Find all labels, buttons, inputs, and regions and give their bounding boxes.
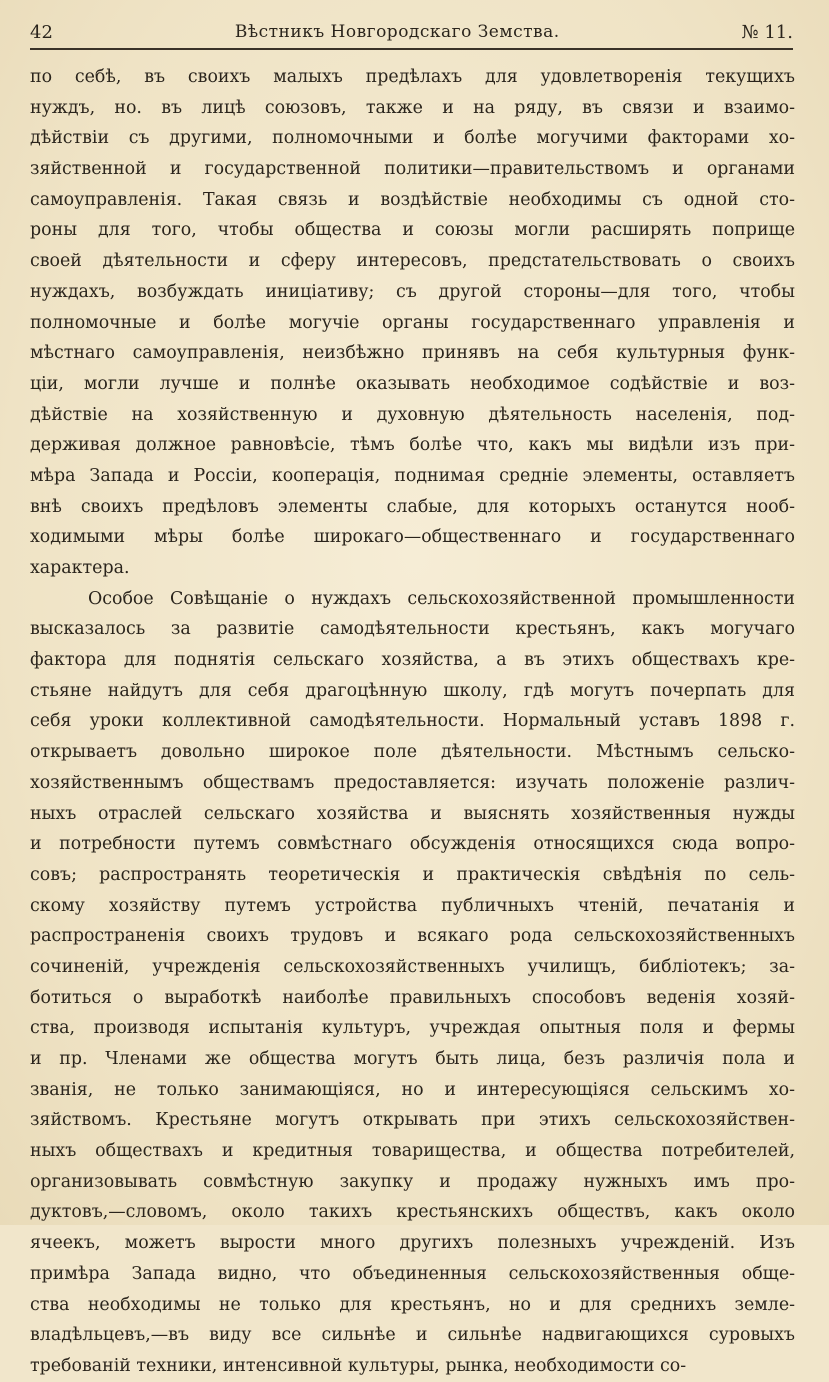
body-text bbox=[30, 62, 795, 1382]
text-line: нуждъ, но. въ лицѣ союзовъ, также и на ряду, въ связи и взаимо- bbox=[30, 97, 795, 118]
text-line: ства, производя испытанія культуръ, учреждая опытныя поля и фермы bbox=[30, 1018, 795, 1039]
text-line: распространенія своихъ трудовъ и всякаго рода сельскохозяйственныхъ bbox=[30, 926, 795, 947]
text-line: ныхъ отраслей сельскаго хозяйства и выяснять хозяйственныя нужды bbox=[30, 803, 795, 824]
journal-title: Вѣстникъ Новгородскаго Земства. bbox=[234, 22, 560, 42]
paragraph bbox=[30, 62, 795, 584]
text-line: дѣйствіи съ другими, полномочными и болѣе могучими факторами хо- bbox=[30, 128, 795, 149]
text-line: требованій техники, интенсивной культуры, рынка, необходимости со- bbox=[30, 1355, 687, 1376]
text-line: скому хозяйству путемъ устройства публичныхъ чтеній, печатанія и bbox=[30, 895, 795, 916]
text-line: Особое Совѣщаніе о нуждахъ сельскохозяйственной промышленности bbox=[88, 588, 795, 609]
text-line: роны для того, чтобы общества и союзы могли расширять поприще bbox=[30, 220, 795, 241]
text-line: держивая должное равновѣсіе, тѣмъ болѣе что, какъ мы видѣли изъ при- bbox=[30, 435, 795, 456]
text-line: дѣйствіе на хозяйственную и духовную дѣятельность населенія, под- bbox=[30, 404, 795, 425]
text-line: организовывать совмѣстную закупку и продажу нужныхъ имъ про- bbox=[30, 1171, 795, 1192]
text-line: ячеекъ, можетъ выр​ости много другихъ полезныхъ учрежденій. Изъ bbox=[30, 1233, 795, 1254]
text-line: ныхъ обществахъ и кредитныя товарищества, и общества потребителей, bbox=[30, 1141, 795, 1162]
text-line: внѣ своихъ предѣловъ элементы слабые, для которыхъ останутся нооб- bbox=[30, 496, 795, 517]
text-line: ходимыми мѣры болѣе широкаго—общественнаго и государственнаго bbox=[30, 527, 795, 548]
text-line: по себѣ, въ своихъ малыхъ предѣлахъ для удовлетворенія текущихъ bbox=[30, 67, 795, 87]
text-line: ботиться о выработкѣ наиболѣе правильныхъ способовъ веденія хозяй- bbox=[30, 987, 795, 1008]
text-line: самоуправленія. Такая связь и воздѣйствіе необходимы съ одной сто- bbox=[30, 189, 795, 210]
text-line: мѣстнаго самоуправленія, неизбѣжно принявъ на себя культурныя функ- bbox=[30, 343, 795, 364]
running-header bbox=[30, 18, 793, 46]
text-line: мѣра Запада и Россіи, кооперація, поднимая средніе элементы, оставляетъ bbox=[30, 465, 795, 486]
text-line: владѣльцевъ,—въ виду все сильнѣе и сильнѣе надвигающихся суровыхъ bbox=[30, 1325, 795, 1346]
text-line: высказалось за развитіе самодѣятельности крестьянъ, какъ могучаго bbox=[30, 619, 795, 640]
header-rule bbox=[30, 48, 793, 50]
text-line: ства необходимы не только для крестьянъ, но и для среднихъ земле- bbox=[30, 1294, 795, 1315]
text-line: званія, не только занимающіяся, но и интересующіяся сельскимъ хо- bbox=[30, 1079, 795, 1100]
text-line: фактора для поднятія сельскаго хозяйства, а въ этихъ обществахъ кре- bbox=[30, 650, 795, 671]
text-line: хозяйственнымъ обществамъ предоставляется: изучать положеніе различ- bbox=[30, 772, 795, 793]
text-line: открываетъ довольно широкое поле дѣятельности. Мѣстнымъ сельско- bbox=[30, 742, 795, 763]
text-line: и потребности путемъ совмѣстнаго обсужденія относящихся сюда вопро- bbox=[30, 834, 795, 855]
issue-number: № 11. bbox=[741, 21, 793, 43]
text-line: примѣра Запада видно, что объединенныя сельскохозяйственныя обще- bbox=[30, 1263, 795, 1284]
text-line: совъ; распространять теоретическія и практическія свѣдѣнія по сель- bbox=[30, 864, 795, 885]
text-line: себя уроки коллективной самодѣятельности. Нормальный уставъ 1898 г. bbox=[30, 711, 795, 732]
text-line: своей дѣятельности и сферу интересовъ, предстательствовать о своихъ bbox=[30, 251, 795, 272]
paragraph bbox=[30, 584, 795, 1382]
text-line: нуждахъ, возбуждать иниціативу; съ другой стороны—для того, чтобы bbox=[30, 281, 795, 302]
text-line: характера. bbox=[30, 558, 130, 578]
text-line: зяйственной и государственной политики—правительствомъ и органами bbox=[30, 159, 795, 180]
page-number: 42 bbox=[30, 21, 53, 43]
text-line: стьяне найдутъ для себя драгоцѣнную школу, гдѣ могутъ почерпать для bbox=[30, 680, 795, 701]
text-line: ціи, могли лучше и полнѣе оказывать необходимое содѣйствіе и воз- bbox=[30, 373, 795, 394]
text-line: зяйствомъ. Крестьяне могутъ открывать при этихъ сельскохозяйствен- bbox=[30, 1110, 795, 1131]
text-line: и пр. Членами же общества могутъ быть лица, безъ различія пола и bbox=[30, 1049, 795, 1069]
text-line: дуктовъ,—словомъ, около такихъ крестьянскихъ обществъ, какъ около bbox=[30, 1202, 795, 1223]
text-line: сочиненій, учрежденія сельскохозяйственныхъ училищъ, библіотекъ; за- bbox=[30, 956, 795, 977]
text-line: полномочные и болѣе могучіе органы государственнаго управленія и bbox=[30, 312, 795, 333]
